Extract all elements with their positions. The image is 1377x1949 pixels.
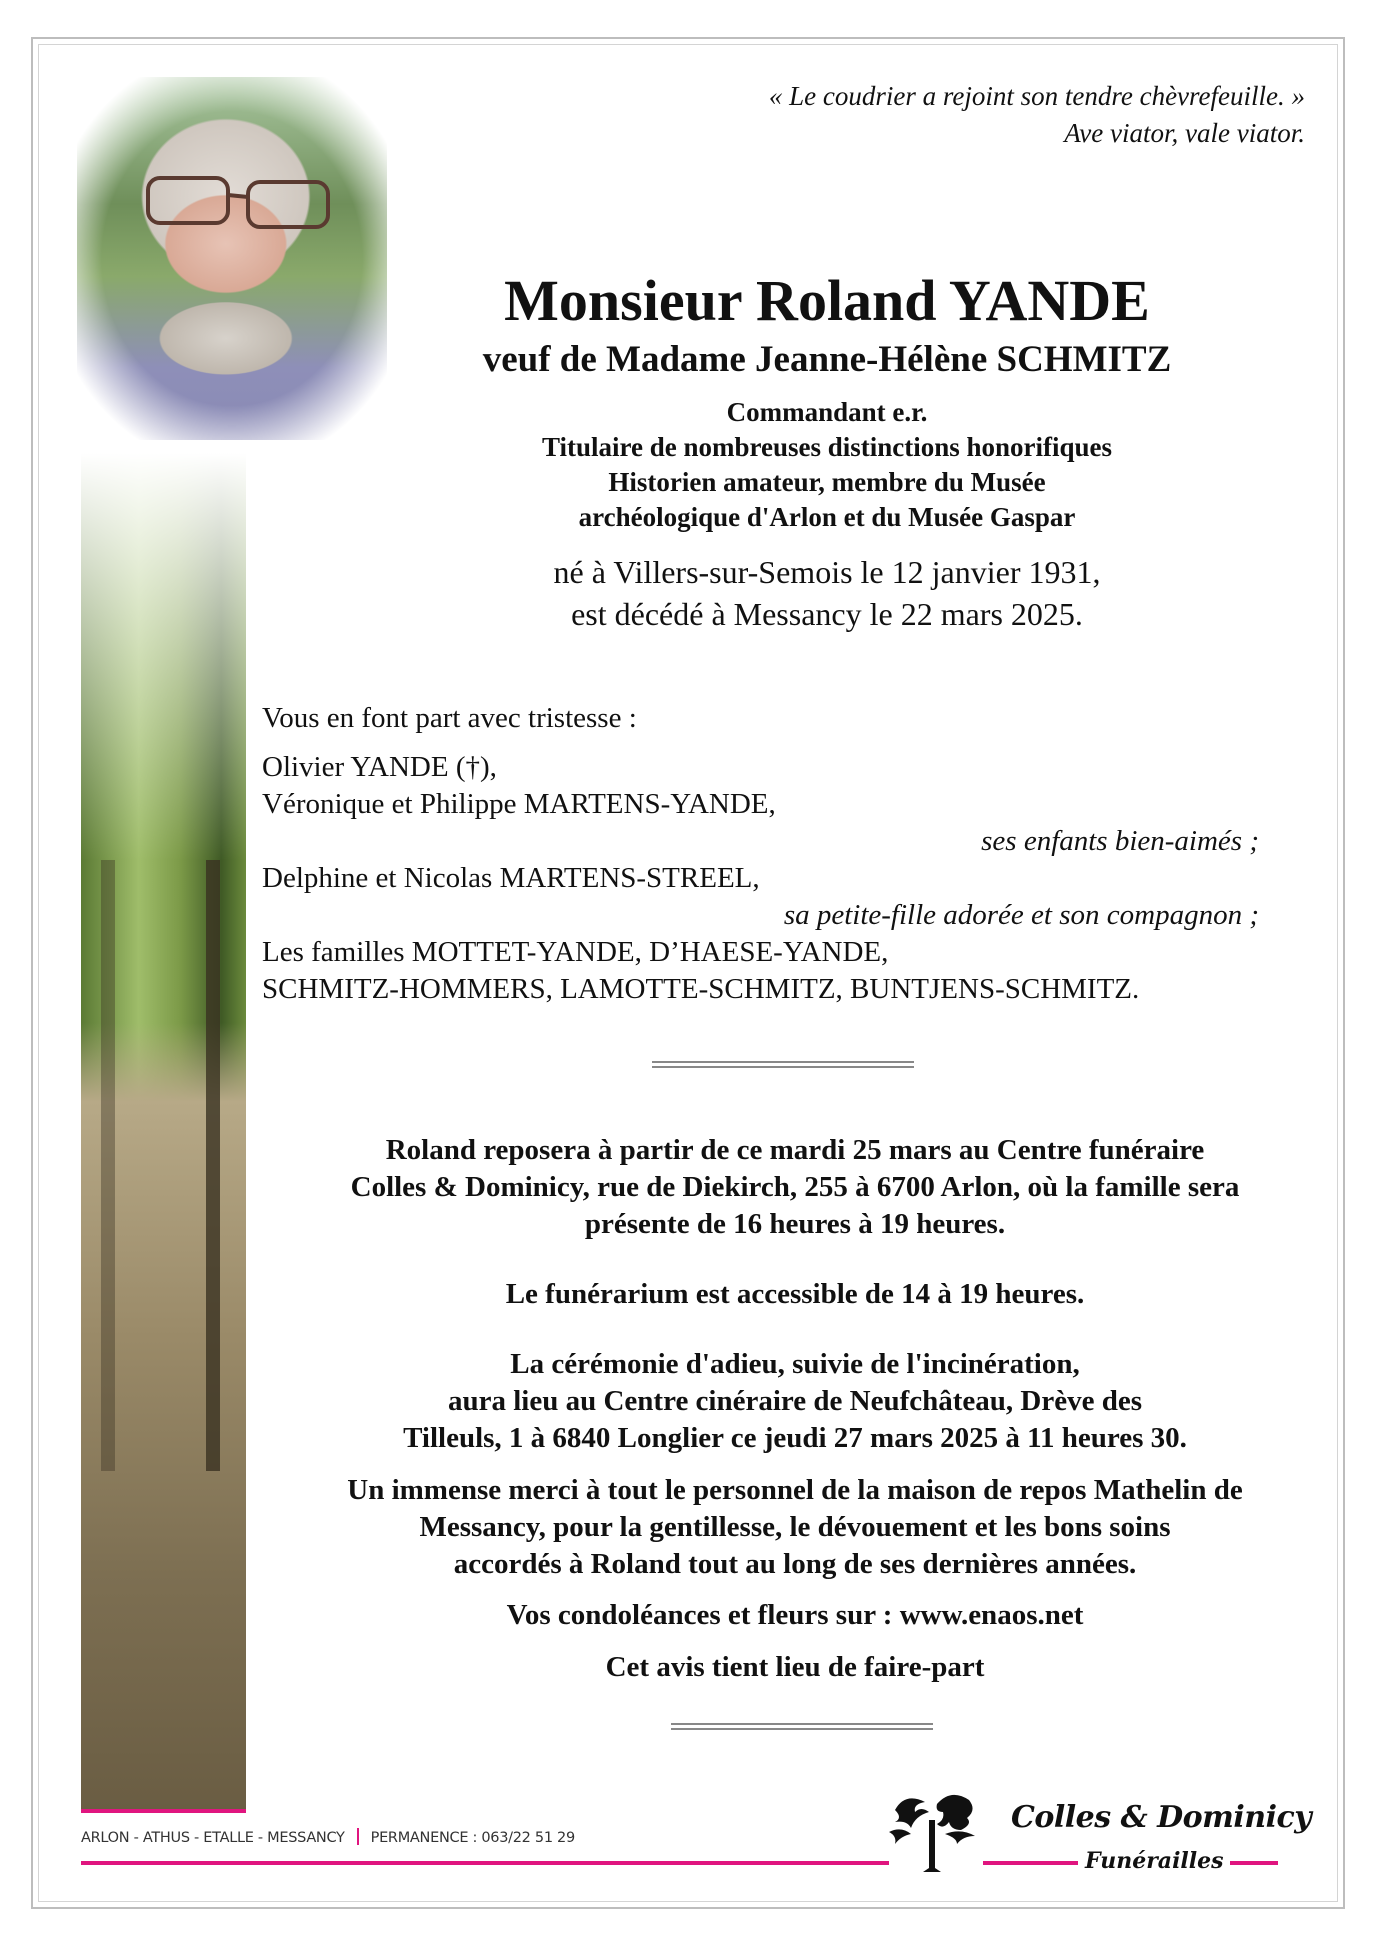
family-announcement [262, 700, 1262, 1008]
footer-line [983, 1861, 1078, 1865]
footer-contact [81, 1828, 575, 1846]
condolences-link[interactable]: Vos condoléances et fleurs sur : www.enaos.net [506, 1599, 1084, 1631]
footer-locations: ARLON - ATHUS - ETALLE - MESSANCY [81, 1830, 345, 1846]
family-relation: ses enfants bien-aimés ; [981, 825, 1259, 857]
family-line: SCHMITZ-HOMMERS, LAMOTTE-SCHMITZ, BUNTJENS-SCHMITZ. [262, 973, 1140, 1005]
info-line: La cérémonie d'adieu, suivie de l'incinération, [510, 1348, 1080, 1380]
life-dates [387, 551, 1267, 635]
honor-line: Commandant e.r. [726, 397, 928, 427]
family-line: Véronique et Philippe MARTENS-YANDE, [262, 788, 776, 820]
info-line: Tilleuls, 1 à 6840 Longlier ce jeudi 27 mars 2025 à 11 heures 30. [403, 1422, 1187, 1454]
image-accent-bar [81, 1809, 246, 1813]
epigraph-line: Ave viator, vale viator. [1064, 118, 1305, 148]
deceased-name: Monsieur Roland YANDE [504, 268, 1150, 333]
info-line: accordés à Roland tout au long de ses dernières années. [453, 1548, 1137, 1580]
info-line: Colles & Dominicy, rue de Diekirch, 255 à 6700 Arlon, où la famille sera [350, 1171, 1240, 1203]
family-line: Les familles MOTTET-YANDE, D’HAESE-YANDE, [262, 936, 889, 968]
epigraph [769, 78, 1305, 152]
brand-name: Colles & Dominicy [1011, 1800, 1312, 1835]
family-line: Delphine et Nicolas MARTENS-STREEL, [262, 862, 760, 894]
footer-line [1230, 1861, 1278, 1865]
family-intro: Vous en font part avec tristesse : [262, 702, 637, 734]
footer-line [81, 1861, 889, 1865]
honor-line: Historien amateur, membre du Musée [608, 467, 1046, 497]
epigraph-line: « Le coudrier a rejoint son tendre chèvrefeuille. » [768, 81, 1305, 111]
honors [387, 395, 1267, 535]
thanks [280, 1472, 1310, 1583]
divider [671, 1723, 933, 1730]
brand-subtitle: Funérailles [1085, 1848, 1224, 1874]
info-line: Messancy, pour la gentillesse, le dévouement et les bons soins [419, 1511, 1171, 1543]
notice-statement: Cet avis tient lieu de faire-part [605, 1651, 985, 1683]
info-line: Un immense merci à tout le personnel de la maison de repos Mathelin de [347, 1474, 1243, 1506]
info-line: aura lieu au Centre cinéraire de Neufchâteau, Drève des [448, 1385, 1142, 1417]
honor-line: archéologique d'Arlon et du Musée Gaspar [578, 502, 1076, 532]
info-line: Roland reposera à partir de ce mardi 25 mars au Centre funéraire [385, 1134, 1205, 1166]
portrait-glasses [143, 170, 343, 230]
family-line: Olivier YANDE (†), [262, 751, 497, 783]
forest-path-image [81, 453, 246, 1811]
spouse-line: veuf de Madame Jeanne-Hélène SCHMITZ [482, 339, 1172, 380]
footer-phone: PERMANENCE : 063/22 51 29 [370, 1830, 575, 1846]
death-line: est décédé à Messancy le 22 mars 2025. [571, 596, 1083, 632]
info-line: présente de 16 heures à 19 heures. [584, 1208, 1006, 1240]
family-relation: sa petite-fille adorée et son compagnon ; [783, 899, 1259, 931]
birth-line: né à Villers-sur-Semois le 12 janvier 1931, [553, 554, 1101, 590]
visitation-info [280, 1132, 1310, 1243]
tree-logo-icon [885, 1790, 980, 1875]
footer-separator [357, 1828, 359, 1845]
portrait-photo [77, 77, 387, 440]
divider [652, 1061, 914, 1068]
honor-line: Titulaire de nombreuses distinctions honorifiques [541, 432, 1113, 462]
ceremony-info [280, 1346, 1310, 1457]
funerarium-hours: Le funérarium est accessible de 14 à 19 heures. [505, 1278, 1085, 1310]
